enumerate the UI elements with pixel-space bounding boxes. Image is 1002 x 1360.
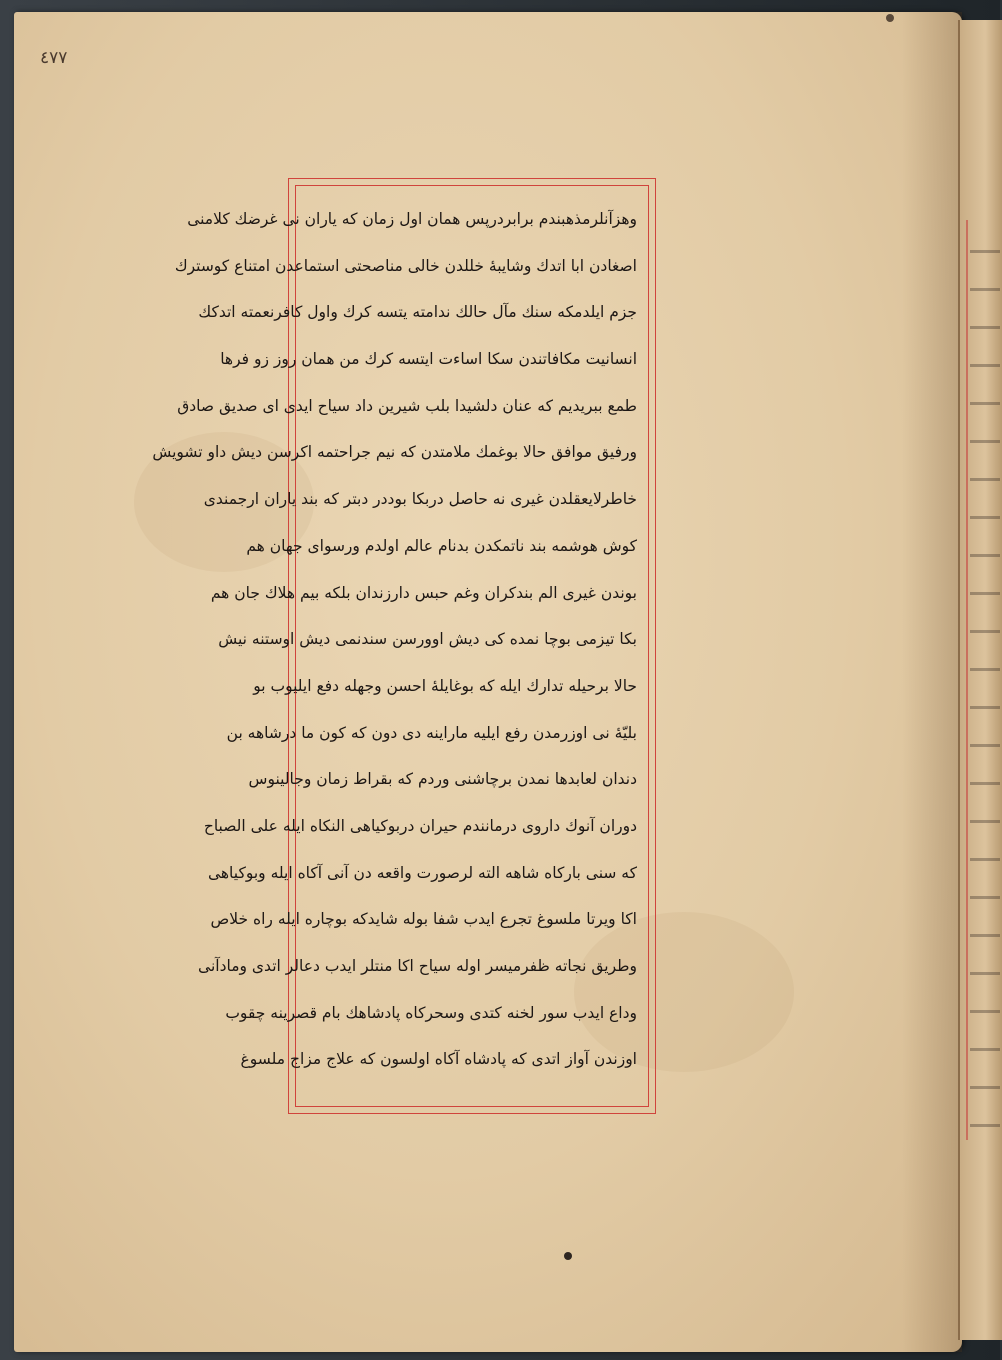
text-line: دندان لعابدها نمدن برچاشنی وردم که بقراط زمان وجالینوس [248,770,637,789]
adjacent-page-rule [966,220,968,1140]
text-line: وطریق نجاته ظفرمیسر اوله سیاح اکا منتلر ایدب دعالر اتدی ومادآنی [198,957,637,975]
text-line: اصغادن ابا اتدك وشایبهٔ خللدن خالی مناصحتی استماعدن امتناع کوسترك [174,256,637,275]
text-line: اکا ویرتا ملسوغ تجرع ایدب شفا بوله شایدکه بوچاره ایله راه خلاص [210,910,637,929]
text-line: وداع ایدب سور لخنه کتدی وسحرکاه پادشاهك بام قصرینه چقوب [225,1003,637,1022]
text-line: ورفیق موافق حالا بوغمك ملامتدن که نیم جراحتمه اکرسن دیش داو تشویش [152,443,637,462]
adjacent-page-text-fragments [970,250,1000,1130]
text-line: بلیّهٔ نی اوزرمدن رفع ایلیه ماراینه دی دون که کون ما درشاهه بن [226,723,637,742]
text-line: بوندن غیری الم بندکران وغم حبس دارزندان بلکه بیم هلاك جان هم [210,583,637,602]
catchword-dot [564,1252,572,1260]
text-line: خاطرلایعقلدن غیری نه حاصل دربکا بوددر دبتر که بند یاران ارجمندی [203,490,637,509]
text-line: جزم ایلدمکه سنك مآل حالك ندامته یتسه کرك واول کافرنعمته اتدکك [198,303,637,322]
adjacent-page-edge [958,20,1002,1340]
text-line: دوران آنوك داروی درمانندم حیران دربوکیاهی النکاه ایله علی الصباح [203,816,637,835]
ink-dot [886,14,894,22]
text-line: انسانیت مکافاتندن سکا اساءت ایتسه کرك من همان روز زو فرها [220,350,637,369]
text-line: که سنی بارکاه شاهه الته لرصورت واقعه دن آنی آکاه ایله وبوکیاهی [207,863,637,882]
text-line: حالا برحیله تدارك ایله که بوغایلهٔ احسن وجهله دفع ایلیوب بو [253,676,637,695]
main-text-block [152,196,637,1096]
text-line: اوزندن آواز اتدی که پادشاه آکاه اولسون که علاج مزاج ملسوغ [240,1050,637,1069]
text-line: بکا تیزمی بوچا نمده کی دیش اوورسن سندنمی دیش اوستنه نیش [218,630,637,649]
text-line: وهزآنلرمذهبندم برابردرپس همان اول زمان که یاران نی غرضك كلامنی [187,210,637,228]
folio-number: ٤٧٧ [40,48,68,68]
text-line: طمع ببریدیم که عنان دلشیدا بلب شیرین داد سیاح ایدی ای صدیق صادق [177,396,637,415]
text-line: کوش هوشمه بند ناتمکدن بدنام عالم اولدم ورسوای جهان هم [246,536,637,555]
